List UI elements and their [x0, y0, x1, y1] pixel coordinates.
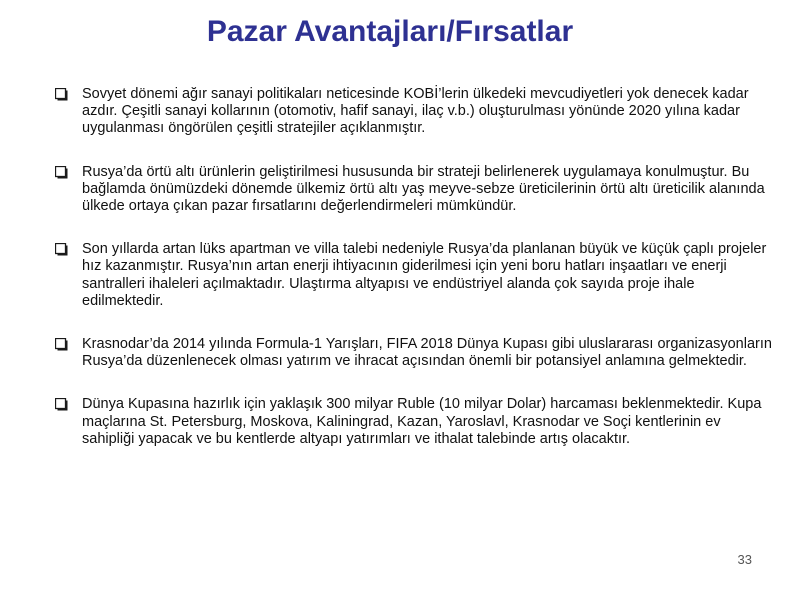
- bullet-item: [52, 336, 772, 370]
- bullet-item: [52, 164, 772, 216]
- hollow-square-bullet-icon: [55, 398, 68, 411]
- bullet-text: Son yıllarda artan lüks apartman ve villa talebi nedeniyle Rusya’da planlanan büyük ve küçük çaplı projeler hız kazanmıştır. Rusya’nın artan enerji ihtiyacının giderilmesi için yeni boru hatları inşaatları ve enerji santralleri ihaleleri açılmaktadır. Ulaştırma altyapısı ve endüstriyel alanda çok sayıda proje ihale edilmektedir.: [82, 241, 767, 309]
- bullet-item: [52, 86, 772, 138]
- bullet-text: Dünya Kupasına hazırlık için yaklaşık 300 milyar Ruble (10 milyar Dolar) harcaması beklenmektedir. Kupa maçlarına St. Petersburg, Moskova, Kaliningrad, Kazan, Yaroslavl, Krasnodar ve Soçi kentlerinin ev sahipliği yapacak ve bu kentlerde altyapı yatırımları ve ithalat talebinde artış olacaktır.: [82, 396, 762, 447]
- bullet-item: [52, 396, 772, 448]
- hollow-square-bullet-icon: [55, 88, 68, 101]
- page-number: 33: [737, 552, 752, 567]
- slide-title: Pazar Avantajları/Fırsatlar: [206, 15, 574, 48]
- bullet-text: Rusya’da örtü altı ürünlerin geliştirilmesi hususunda bir strateji belirlenerek uygulamaya konulmuştur. Bu bağlamda önümüzdeki dönemde ülkemiz örtü altı yaş meyve-sebze üreticilerinin örtü altı üreticilik alanında ülkede ortaya çıkan pazar fırsatlarını değerlendirmeleri mümkündür.: [82, 163, 765, 215]
- bullet-text: Sovyet dönemi ağır sanayi politikaları neticesinde KOBİ’lerin ülkedeki mevcudiyetleri yok denecek kadar azdır. Çeşitli sanayi kollarının (otomotiv, hafif sanayi, ilaç v.b.) oluşturulması yönünde 2020 yılına kadar uygulanması öngörülen çeşitli stratejiler açıklanmıştır.: [82, 86, 749, 137]
- bullet-item: [52, 241, 772, 310]
- hollow-square-bullet-icon: [55, 243, 68, 256]
- hollow-square-bullet-icon: [55, 338, 68, 351]
- hollow-square-bullet-icon: [55, 166, 68, 179]
- bullet-text: Krasnodar’da 2014 yılında Formula-1 Yarışları, FIFA 2018 Dünya Kupası gibi uluslararası organizasyonların Rusya’da düzenlenecek olması yatırım ve ihracat açısından önemli bir potansiyel anlamına gelmektedir.: [82, 336, 772, 370]
- bullet-list: [52, 86, 772, 474]
